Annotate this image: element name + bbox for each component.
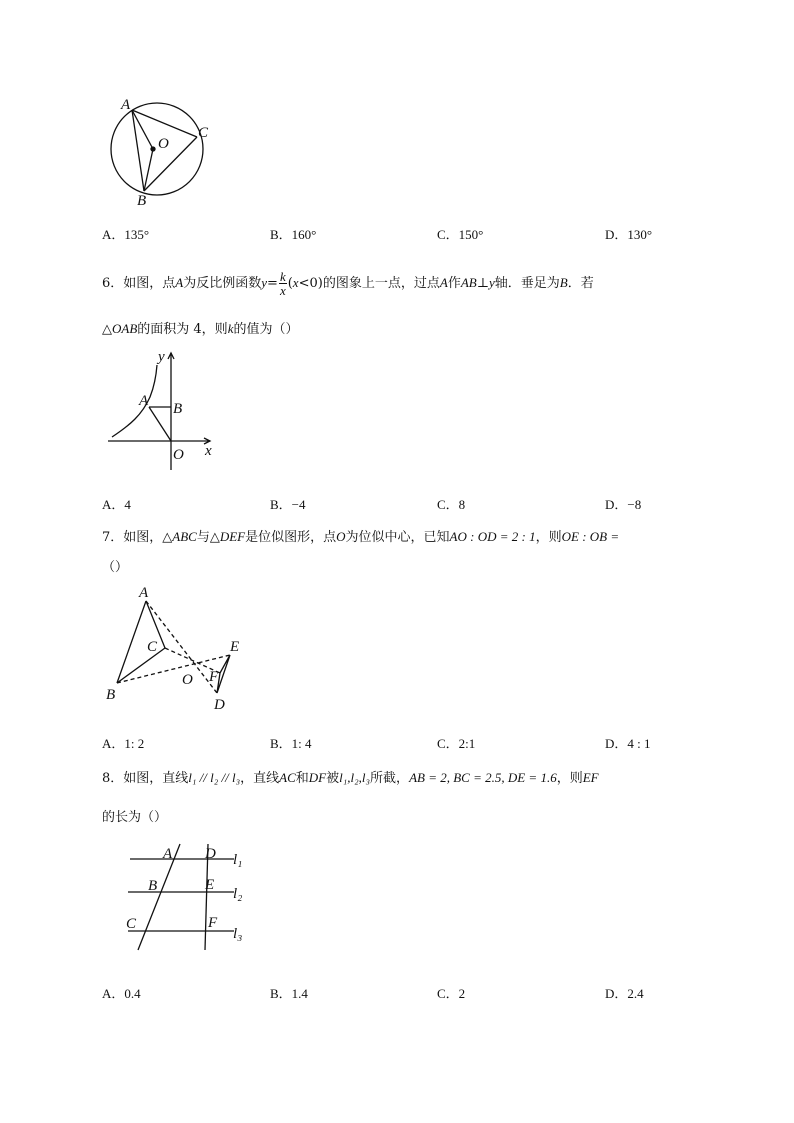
q7-segment-ab <box>117 601 146 683</box>
q7-label-b: B <box>106 687 116 703</box>
q8-label-b: B <box>148 878 158 894</box>
q7-option-c[interactable]: C．2:1 <box>437 736 476 751</box>
q6-fraction: $\frac{k}{x}$ <box>279 269 286 298</box>
q7-label-d: D <box>214 697 225 713</box>
q6-question-line1: 6．如图，点A为反比例函数y= $\frac{k}{x}$ (x<0)的图象上一点，过点A作AB⊥y轴．垂足为B．若 <box>102 269 594 298</box>
q7-label-a: A <box>139 585 149 601</box>
q8-line-ac <box>138 844 180 950</box>
q6-label-a: A <box>139 393 149 409</box>
q8-label-l2: l₂ <box>233 886 243 902</box>
q6-question-line2: △OAB的面积为 4，则k的值为（） <box>102 321 299 337</box>
q6-option-b[interactable]: B．−4 <box>270 497 306 512</box>
q6-hyperbola <box>112 365 157 437</box>
q5-label-c: C <box>198 125 209 141</box>
q8-option-b[interactable]: B．1.4 <box>270 986 308 1001</box>
q6-option-c[interactable]: C．8 <box>437 497 466 512</box>
q6-option-a[interactable]: A．4 <box>102 497 131 512</box>
q7-label-f: F <box>209 669 219 685</box>
q7-label-e: E <box>230 639 240 655</box>
q7-option-a[interactable]: A．1: 2 <box>102 736 145 751</box>
q7-question-line1: 7．如图，△ABC与△DEF是位似图形，点O为位似中心，已知AO : OD = 2 : 1，则OE : OB = <box>102 529 620 545</box>
q7-figure <box>100 583 250 718</box>
q5-segment-bc <box>144 137 197 191</box>
q8-label-e: E <box>205 877 215 893</box>
q7-label-o: O <box>182 672 193 688</box>
q8-option-d[interactable]: D．2.4 <box>605 986 644 1001</box>
q6-figure <box>100 345 230 475</box>
q5-label-b: B <box>137 193 147 209</box>
q5-option-b[interactable]: B．160° <box>270 227 317 242</box>
q5-figure <box>100 95 230 210</box>
q8-label-f: F <box>208 915 218 931</box>
q6-label-x: x <box>205 443 212 459</box>
q7-option-d[interactable]: D．4 : 1 <box>605 736 651 751</box>
q8-option-a[interactable]: A．0.4 <box>102 986 141 1001</box>
q8-label-a: A <box>163 846 173 862</box>
q5-label-o: O <box>158 136 169 152</box>
q6-option-d[interactable]: D．−8 <box>605 497 642 512</box>
q8-label-c: C <box>126 916 137 932</box>
q5-option-a[interactable]: A．135° <box>102 227 150 242</box>
q7-triangle-def <box>217 655 230 693</box>
q8-figure <box>120 838 260 953</box>
q8-label-d: D <box>205 846 216 862</box>
q5-option-d[interactable]: D．130° <box>605 227 653 242</box>
q8-label-l1: l₁ <box>233 852 243 868</box>
q5-option-c[interactable]: C．150° <box>437 227 484 242</box>
q7-question-line2: （） <box>102 560 129 575</box>
q8-option-c[interactable]: C．2 <box>437 986 466 1001</box>
q5-label-a: A <box>121 97 131 113</box>
q5-center-dot <box>151 147 155 151</box>
q8-question-line2: 的长为（） <box>102 810 168 825</box>
q6-label-o: O <box>173 447 184 463</box>
q8-label-l3: l₃ <box>233 926 243 942</box>
q7-option-b[interactable]: B．1: 4 <box>270 736 312 751</box>
q8-question-line1: 8．如图，直线l₁ // l₂ // l₃，直线AC和DF被l₁,l₂,l₃所截，AB = 2, BC = 2.5, DE = 1.6，则EF <box>102 770 599 786</box>
q7-label-c: C <box>147 639 158 655</box>
q6-segment-ao <box>149 407 171 441</box>
q6-label-y: y <box>158 349 165 365</box>
q7-segment-bc <box>117 648 165 683</box>
q5-segment-bo <box>144 149 153 191</box>
q5-circle <box>111 103 203 195</box>
q6-label-b: B <box>173 401 183 417</box>
